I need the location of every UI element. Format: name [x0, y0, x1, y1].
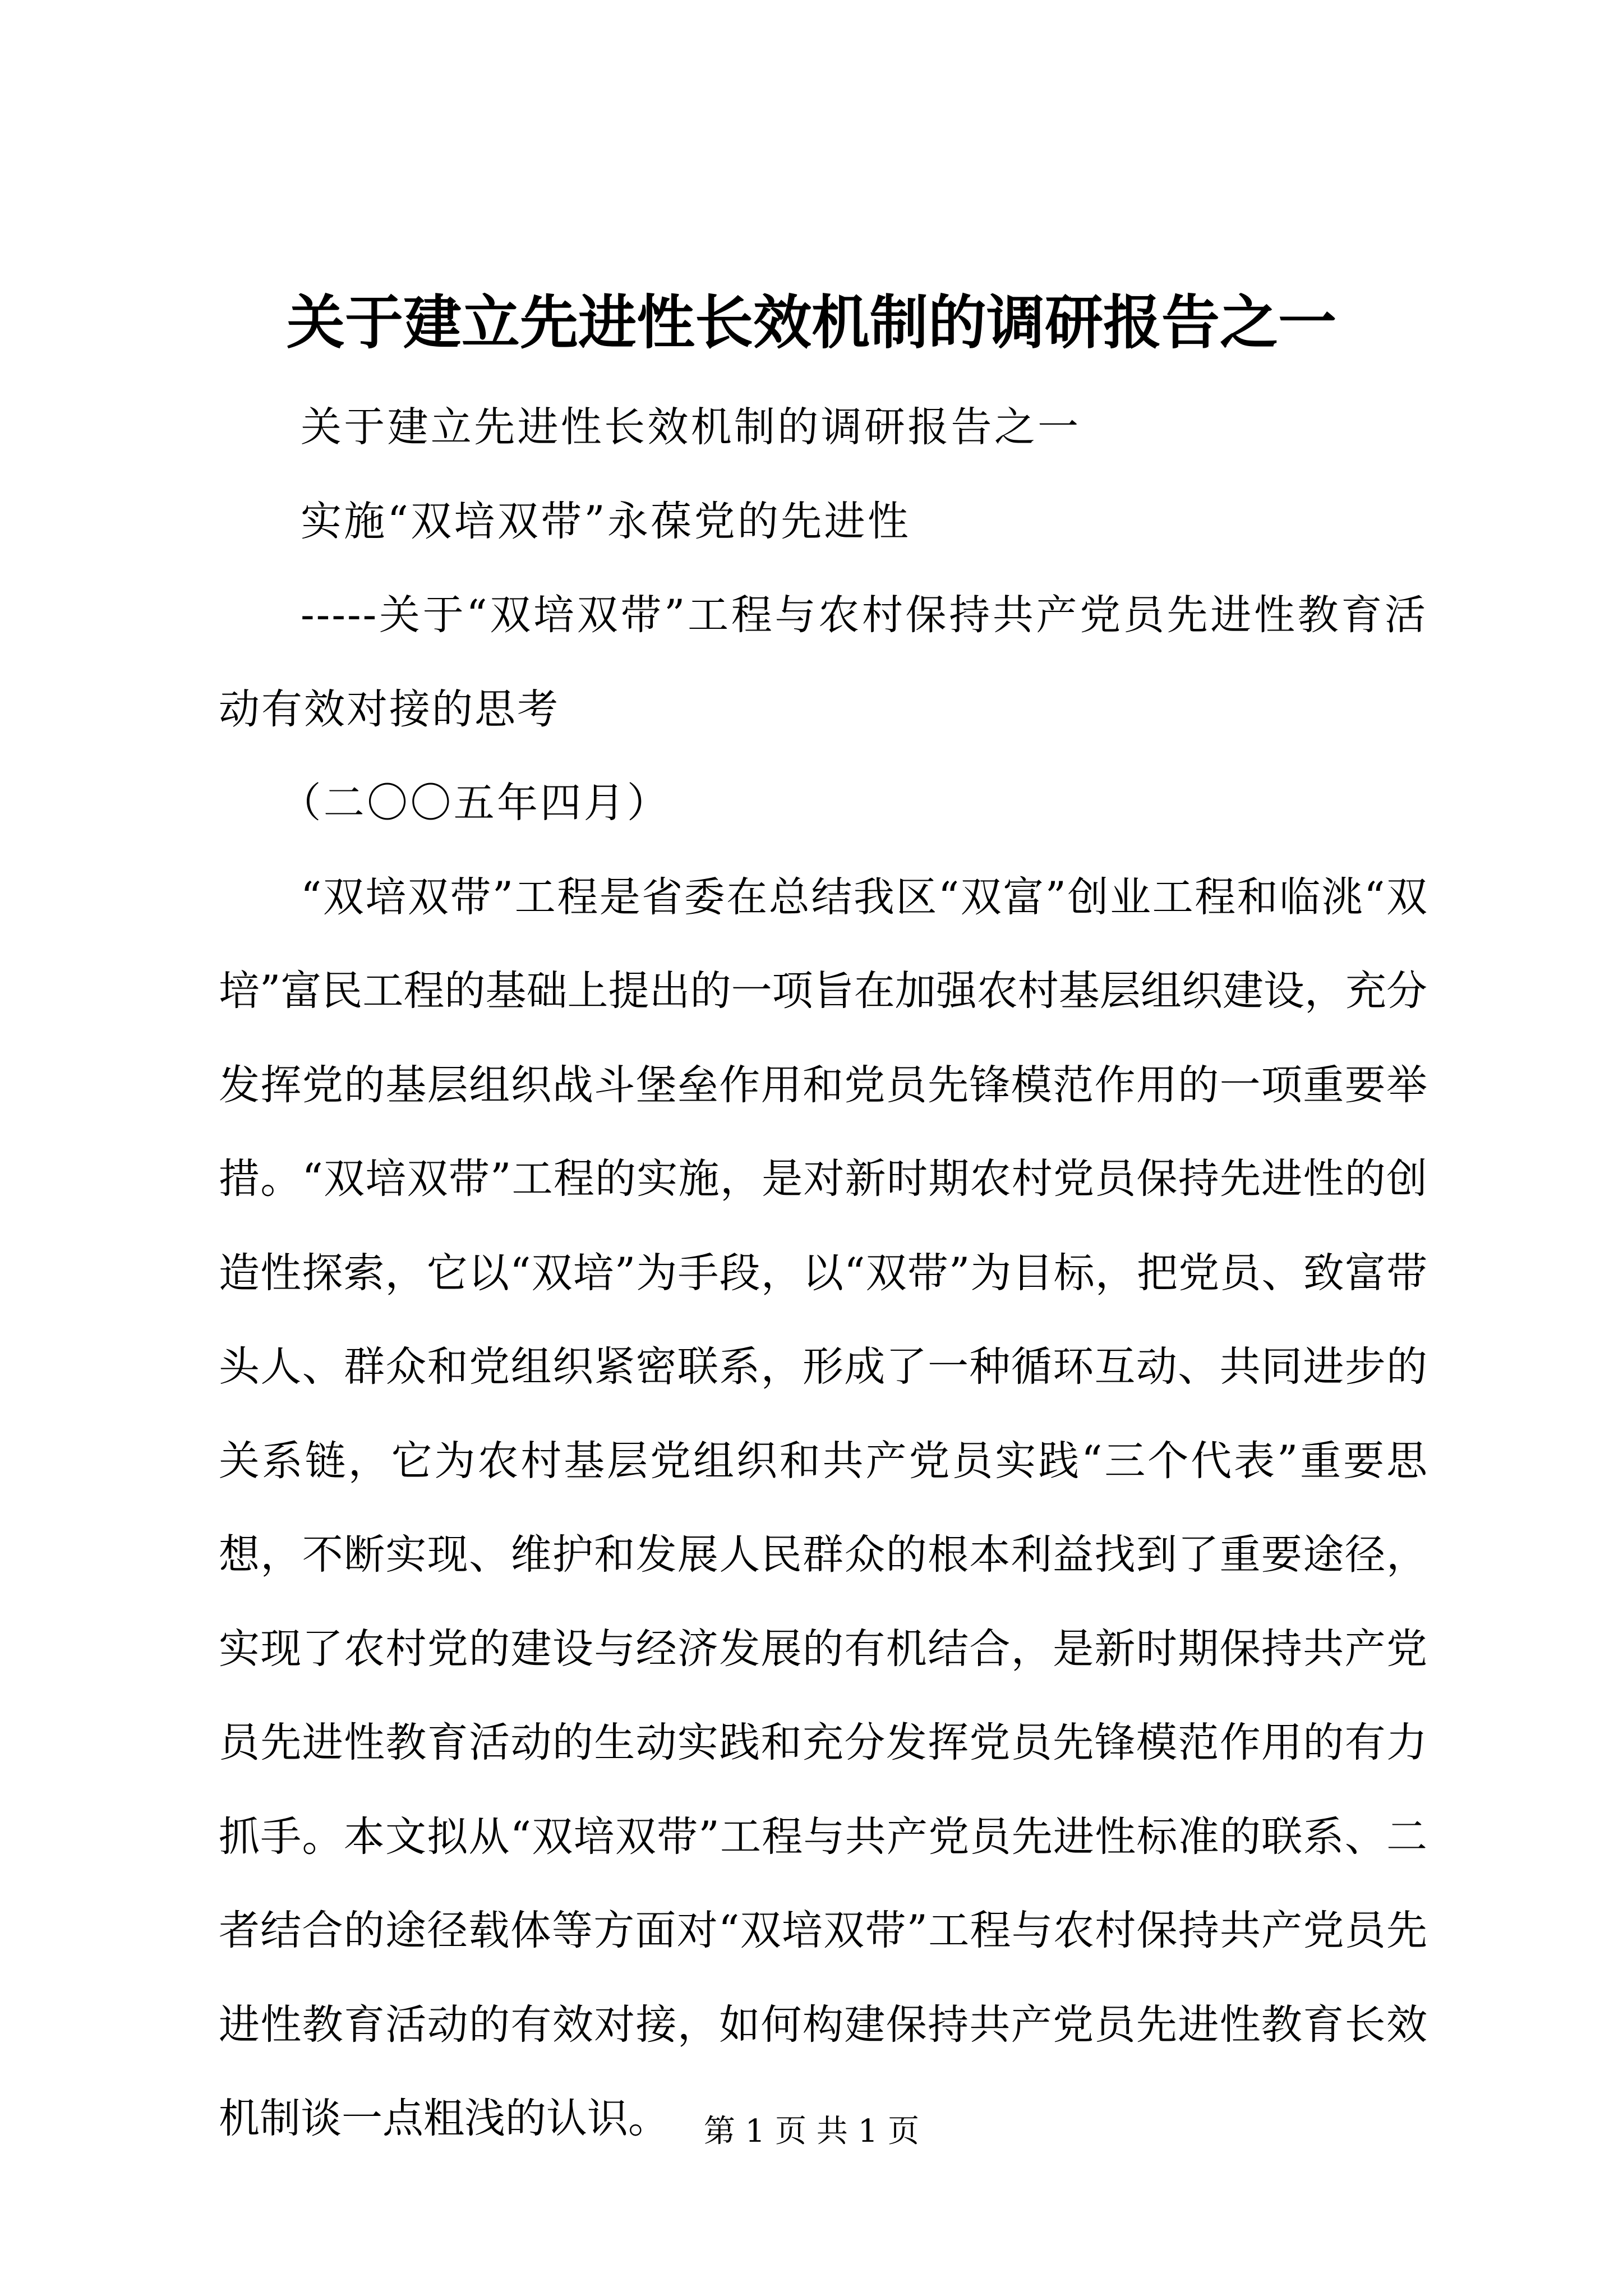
subtitle-main: 实施“双培双带”永葆党的先进性	[301, 497, 911, 545]
document-body	[219, 380, 1427, 2166]
document-title: 关于建立先进性长效机制的调研报告之一	[286, 288, 1336, 357]
subtitle-repeat: 关于建立先进性长效机制的调研报告之一	[301, 403, 1081, 451]
document-date: （二〇〇五年四月）	[280, 779, 671, 827]
subtitle-note: -----关于“双培双带”工程与农村保持共产党员先进性教育活动有效对接的思考	[219, 591, 1427, 733]
page-footer: 第 1 页 共 1 页	[703, 2113, 920, 2150]
body-paragraph: “双培双带”工程是省委在总结我区“双富”创业工程和临洮“双培”富民工程的基础上提出的一项旨在加强农村基层组织建设，充分发挥党的基层组织战斗堡垒作用和党员先锋模范作用的一项重要举措。“双培双带”工程的实施，是对新时期农村党员保持先进性的创造性探索，它以“双培”为手段，以“双带”为目标，把党员、致富带头人、群众和党组织紧密联系，形成了一种循环互动、共同进步的关系链，它为农村基层党组织和共产党员实践“三个代表”重要思想，不断实现、维护和发展人民群众的根本利益找到了重要途径，实现了农村党的建设与经济发展的有机结合，是新时期保持共产党员先进性教育活动的生动实践和充分发挥党员先锋模范作用的有力抓手。本文拟从“双培双带”工程与共产党员先进性标准的联系、二者结合的途径载体等方面对“双培双带”工程与农村保持共产党员先进性教育活动的有效对接，如何构建保持共产党员先进性教育长效机制谈一点粗浅的认识。	[219, 873, 1427, 2142]
